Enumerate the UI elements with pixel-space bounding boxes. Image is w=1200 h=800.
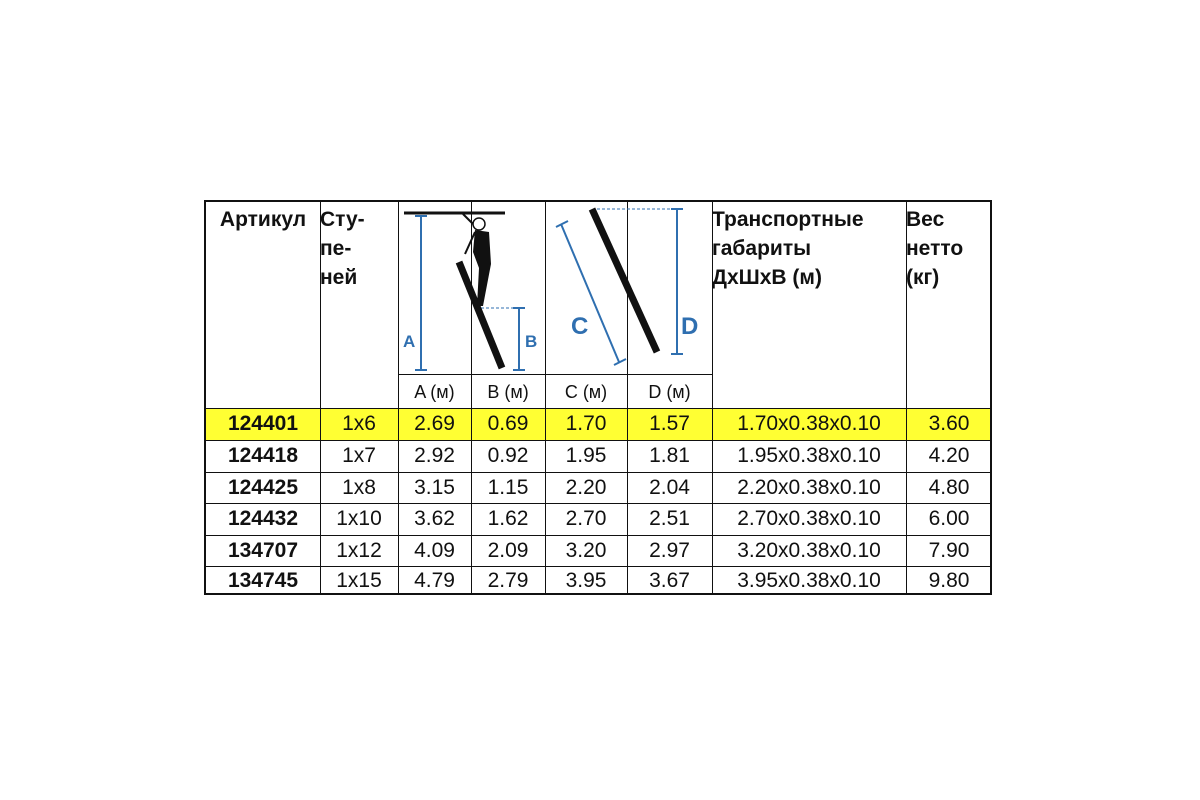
- header-transport: Транспортные габариты ДхШхВ (м): [712, 208, 864, 289]
- cell-a: 4.79: [414, 568, 455, 592]
- cell-a: 2.69: [414, 412, 455, 435]
- ladder-length-diagram: [547, 202, 711, 374]
- cell-weight: 9.80: [928, 568, 970, 592]
- cell-d: 1.81: [649, 444, 690, 467]
- cell-b: 2.79: [487, 568, 529, 592]
- cell-steps: 1x12: [336, 538, 382, 562]
- cell-c: 2.70: [565, 507, 607, 530]
- cell-weight: 7.90: [928, 538, 970, 562]
- cell-steps: 1x10: [336, 507, 382, 530]
- cell-article: 134707: [227, 538, 299, 562]
- cell-article: 124418: [227, 444, 299, 467]
- cell-c: 1.95: [565, 444, 607, 467]
- ladder-spec-table: [204, 200, 992, 595]
- cell-weight: 6.00: [928, 507, 970, 530]
- cell-transport: 1.95x0.38x0.10: [737, 444, 881, 467]
- svg-text:C: C: [571, 313, 589, 340]
- cell-a: 3.62: [414, 507, 455, 530]
- cell-transport: 2.20x0.38x0.10: [737, 475, 881, 499]
- cell-steps: 1x15: [336, 568, 382, 592]
- cell-transport: 3.20x0.38x0.10: [737, 538, 881, 562]
- cell-d: 2.51: [649, 507, 690, 530]
- cell-a: 4.09: [414, 538, 455, 562]
- cell-c: 1.70: [565, 412, 607, 435]
- ladder-lean-diagram: [399, 202, 544, 374]
- cell-d: 1.57: [649, 412, 690, 435]
- svg-text:B: B: [525, 332, 538, 351]
- cell-article: 134745: [227, 568, 299, 592]
- cell-article: 124432: [227, 507, 299, 530]
- cell-b: 1.62: [487, 507, 529, 530]
- cell-steps: 1x6: [342, 412, 376, 435]
- cell-article: 124401: [227, 412, 299, 435]
- header-weight: Вес нетто (кг): [906, 208, 964, 289]
- cell-weight: 3.60: [928, 412, 970, 435]
- cell-weight: 4.20: [928, 444, 970, 467]
- cell-a: 2.92: [414, 444, 455, 467]
- cell-b: 0.92: [487, 444, 529, 467]
- header-d: D (м): [648, 381, 691, 402]
- cell-steps: 1x7: [342, 444, 376, 467]
- svg-text:A: A: [403, 332, 416, 351]
- cell-weight: 4.80: [928, 475, 970, 499]
- cell-c: 3.95: [565, 568, 607, 592]
- cell-c: 2.20: [565, 475, 607, 499]
- svg-text:D: D: [681, 313, 699, 340]
- cell-a: 3.15: [414, 475, 455, 499]
- cell-b: 1.15: [487, 475, 529, 499]
- cell-d: 2.04: [649, 475, 690, 499]
- header-c: C (м): [564, 381, 608, 402]
- cell-transport: 1.70x0.38x0.10: [737, 412, 881, 435]
- header-steps: Сту- пе- ней: [320, 208, 365, 289]
- header-b: B (м): [487, 381, 529, 402]
- cell-d: 2.97: [649, 538, 690, 562]
- cell-b: 0.69: [487, 412, 529, 435]
- cell-c: 3.20: [565, 538, 607, 562]
- cell-transport: 2.70x0.38x0.10: [737, 507, 881, 530]
- cell-article: 124425: [227, 475, 299, 499]
- header-a: A (м): [414, 381, 455, 402]
- cell-b: 2.09: [487, 538, 529, 562]
- cell-transport: 3.95x0.38x0.10: [737, 568, 881, 592]
- cell-d: 3.67: [649, 568, 690, 592]
- header-article: Артикул: [219, 208, 307, 231]
- cell-steps: 1x8: [342, 475, 376, 499]
